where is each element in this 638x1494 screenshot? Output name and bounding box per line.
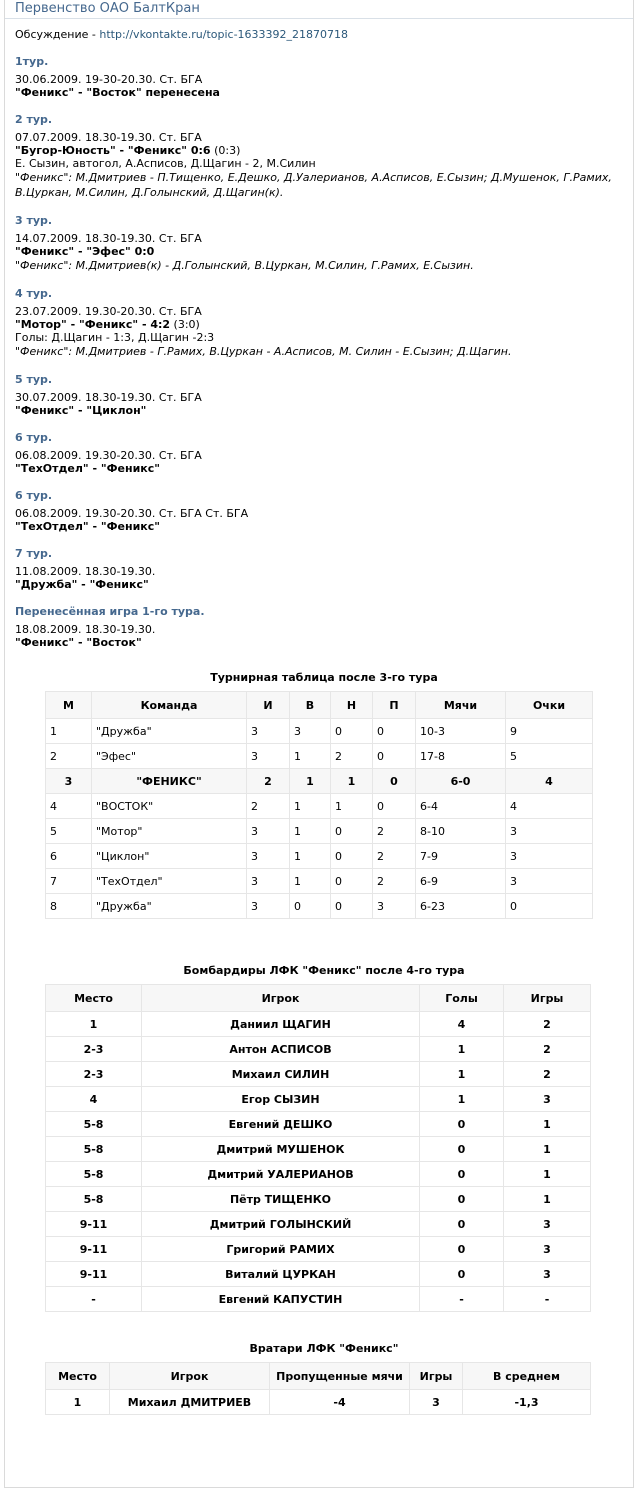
- round-info: 23.07.2009. 19.30-20.30. Ст. БГА: [15, 305, 202, 318]
- table-cell: 9-11: [46, 1212, 142, 1237]
- table-cell: 3: [290, 719, 331, 744]
- page-title: Первенство ОАО БалтКран: [15, 1, 200, 16]
- table-cell: 2: [247, 769, 290, 794]
- table-cell: 2: [373, 819, 416, 844]
- table-row: [46, 869, 593, 894]
- column-header: Пропущенные мячи: [270, 1363, 410, 1390]
- table-cell: Виталий ЦУРКАН: [142, 1262, 420, 1287]
- table-cell: 1: [420, 1087, 504, 1112]
- table-cell: Михаил СИЛИН: [142, 1062, 420, 1087]
- table-cell: 1: [420, 1062, 504, 1087]
- table-cell: 3: [373, 894, 416, 919]
- table-cell: 8-10: [416, 819, 506, 844]
- title-bar: [5, 0, 633, 19]
- column-header: Место: [46, 985, 142, 1012]
- table-cell: 9: [506, 719, 593, 744]
- round-block: [15, 605, 633, 649]
- table-cell: 0: [506, 894, 593, 919]
- round-info: 30.06.2009. 19-30-20.30. Ст. БГА: [15, 73, 203, 86]
- round-match: "ТехОтдел" - "Феникс": [15, 462, 160, 475]
- table-cell: 3: [504, 1237, 591, 1262]
- column-header: Очки: [506, 692, 593, 719]
- table-cell: Михаил ДМИТРИЕВ: [110, 1390, 270, 1415]
- table-row: [46, 719, 593, 744]
- column-header: Команда: [92, 692, 247, 719]
- discussion-label: Обсуждение -: [15, 28, 100, 41]
- half-time-score: (3:0): [170, 318, 200, 331]
- table-cell: -1,3: [463, 1390, 591, 1415]
- round-block: [15, 287, 633, 359]
- table-cell: 5: [506, 744, 593, 769]
- round-match: "ТехОтдел" - "Феникс": [15, 520, 160, 533]
- round-match: [15, 318, 633, 331]
- table-cell: 1: [290, 869, 331, 894]
- table-cell: 1: [290, 744, 331, 769]
- table-cell: 3: [504, 1087, 591, 1112]
- table-cell: 0: [331, 719, 373, 744]
- table-cell: 2: [331, 744, 373, 769]
- column-header: Мячи: [416, 692, 506, 719]
- table-cell: -: [46, 1287, 142, 1312]
- table-row: [46, 819, 593, 844]
- table-cell: "ФЕНИКС": [92, 769, 247, 794]
- table-cell: 2: [504, 1012, 591, 1037]
- round-title: 5 тур.: [15, 373, 53, 386]
- table-cell: 0: [420, 1237, 504, 1262]
- half-time-score: (0:3): [210, 144, 241, 157]
- table-row: [46, 1137, 591, 1162]
- table-cell: "Дружба": [92, 719, 247, 744]
- table-cell: 6-23: [416, 894, 506, 919]
- round-info: 30.07.2009. 18.30-19.30. Ст. БГА: [15, 391, 202, 404]
- table-cell: 1: [504, 1112, 591, 1137]
- table-cell: 5-8: [46, 1137, 142, 1162]
- table-cell: 2-3: [46, 1037, 142, 1062]
- column-header: Игры: [504, 985, 591, 1012]
- table-cell: "Эфес": [92, 744, 247, 769]
- round-block: [15, 489, 633, 533]
- table-cell: 3: [506, 844, 593, 869]
- table-cell: 1: [331, 769, 373, 794]
- page-container: [4, 0, 634, 1488]
- table-row: [46, 1062, 591, 1087]
- table-cell: 2: [46, 744, 92, 769]
- table-cell: Антон АСПИСОВ: [142, 1037, 420, 1062]
- round-match: [15, 144, 633, 157]
- table-cell: 1: [290, 769, 331, 794]
- round-title: Перенесённая игра 1-го тура.: [15, 605, 205, 618]
- table-cell: 0: [420, 1112, 504, 1137]
- keepers-header-row: [46, 1363, 591, 1390]
- table-cell: 0: [373, 719, 416, 744]
- table-cell: 7: [46, 869, 92, 894]
- table-cell: 3: [247, 869, 290, 894]
- table-row: [46, 1112, 591, 1137]
- standings-table: [45, 691, 593, 919]
- round-info: 11.08.2009. 18.30-19.30.: [15, 565, 156, 578]
- round-block: [15, 55, 633, 99]
- table-cell: Дмитрий ГОЛЫНСКИЙ: [142, 1212, 420, 1237]
- table-cell: 3: [46, 769, 92, 794]
- round-info: 18.08.2009. 18.30-19.30.: [15, 623, 156, 636]
- table-cell: 8: [46, 894, 92, 919]
- round-match: "Феникс" - "Восток": [15, 636, 142, 649]
- table-cell: Дмитрий УАЛЕРИАНОВ: [142, 1162, 420, 1187]
- table-cell: "Циклон": [92, 844, 247, 869]
- round-info: 06.08.2009. 19.30-20.30. Ст. БГА Ст. БГА: [15, 507, 249, 520]
- table-cell: 0: [420, 1212, 504, 1237]
- table-row: [46, 1212, 591, 1237]
- table-cell: Григорий РАМИХ: [142, 1237, 420, 1262]
- table-cell: "Мотор": [92, 819, 247, 844]
- round-title: 6 тур.: [15, 489, 53, 502]
- table-cell: 1: [46, 719, 92, 744]
- round-title: 7 тур.: [15, 547, 53, 560]
- table-row: [46, 1237, 591, 1262]
- table-cell: 7-9: [416, 844, 506, 869]
- standings-caption: Турнирная таблица после 3-го тура: [210, 671, 438, 684]
- rounds-list: [15, 55, 633, 649]
- table-cell: 6: [46, 844, 92, 869]
- round-title: 4 тур.: [15, 287, 53, 300]
- discussion-link[interactable]: http://vkontakte.ru/topic-1633392_21870718: [99, 28, 349, 41]
- table-row: [46, 1087, 591, 1112]
- table-cell: 1: [290, 844, 331, 869]
- round-block: [15, 113, 633, 200]
- round-match: "Дружба" - "Феникс": [15, 578, 149, 591]
- table-row: [46, 1390, 591, 1415]
- table-cell: Даниил ЩАГИН: [142, 1012, 420, 1037]
- scorers-caption: Бомбардиры ЛФК "Феникс" после 4-го тура: [183, 964, 465, 977]
- table-row: [46, 1287, 591, 1312]
- table-cell: 3: [247, 744, 290, 769]
- discussion-line: [15, 28, 633, 41]
- table-cell: -: [504, 1287, 591, 1312]
- column-header: В: [290, 692, 331, 719]
- table-cell: -4: [270, 1390, 410, 1415]
- table-cell: "ВОСТОК": [92, 794, 247, 819]
- table-cell: Дмитрий МУШЕНОК: [142, 1137, 420, 1162]
- table-cell: 0: [420, 1262, 504, 1287]
- table-cell: 0: [373, 744, 416, 769]
- table-cell: Евгений КАПУСТИН: [142, 1287, 420, 1312]
- scorers-table: [45, 984, 591, 1312]
- table-cell: 5-8: [46, 1112, 142, 1137]
- round-lineup: "Феникс": М.Дмитриев - П.Тищенко, Е.Дешко, Д.Уалерианов, А.Асписов, Е.Сызин; Д.Мушенок, Г.Рамих, В.Цуркан, М.Силин, Д.Голынский, Д.Щагин(к).: [15, 171, 612, 199]
- table-cell: Пётр ТИЩЕНКО: [142, 1187, 420, 1212]
- column-header: И: [247, 692, 290, 719]
- table-cell: 9-11: [46, 1237, 142, 1262]
- table-cell: 5: [46, 819, 92, 844]
- table-cell: 1: [290, 794, 331, 819]
- round-title: 3 тур.: [15, 214, 53, 227]
- table-cell: 0: [290, 894, 331, 919]
- table-cell: 3: [504, 1212, 591, 1237]
- table-cell: 3: [506, 819, 593, 844]
- table-row: [46, 844, 593, 869]
- round-title: 2 тур.: [15, 113, 53, 126]
- table-row: [46, 794, 593, 819]
- table-cell: 2-3: [46, 1062, 142, 1087]
- column-header: Игрок: [110, 1363, 270, 1390]
- table-row: [46, 894, 593, 919]
- table-cell: 2: [504, 1037, 591, 1062]
- standings-header-row: [46, 692, 593, 719]
- round-block: [15, 214, 633, 273]
- table-cell: 1: [331, 794, 373, 819]
- table-row: [46, 1162, 591, 1187]
- table-cell: 1: [46, 1390, 110, 1415]
- table-cell: 6-4: [416, 794, 506, 819]
- table-cell: 4: [506, 794, 593, 819]
- keepers-table: [45, 1362, 591, 1415]
- column-header: П: [373, 692, 416, 719]
- round-match: "Феникс" - "Циклон": [15, 404, 147, 417]
- match-teams: "Мотор" - "Феникс" - 4:2: [15, 318, 171, 331]
- table-cell: 3: [247, 719, 290, 744]
- table-cell: 0: [420, 1187, 504, 1212]
- table-cell: 1: [290, 819, 331, 844]
- table-cell: 5-8: [46, 1162, 142, 1187]
- table-cell: 3: [410, 1390, 463, 1415]
- table-cell: 0: [373, 794, 416, 819]
- table-cell: 3: [247, 844, 290, 869]
- round-lineup: "Феникс": М.Дмитриев(к) - Д.Голынский, В.Цуркан, М.Силин, Г.Рамих, Е.Сызин.: [15, 259, 474, 272]
- table-cell: 5-8: [46, 1187, 142, 1212]
- table-cell: 10-3: [416, 719, 506, 744]
- table-row: [46, 1037, 591, 1062]
- round-goals: Е. Сызин, автогол, А.Асписов, Д.Щагин - 2, М.Силин: [15, 157, 316, 170]
- table-cell: 3: [247, 894, 290, 919]
- round-block: [15, 431, 633, 475]
- table-cell: 9-11: [46, 1262, 142, 1287]
- table-cell: 2: [247, 794, 290, 819]
- table-cell: 0: [373, 769, 416, 794]
- table-cell: 4: [46, 794, 92, 819]
- table-cell: "ТехОтдел": [92, 869, 247, 894]
- table-cell: 2: [373, 844, 416, 869]
- table-cell: 0: [331, 894, 373, 919]
- table-row: [46, 744, 593, 769]
- scorers-header-row: [46, 985, 591, 1012]
- round-match: "Феникс" - "Восток" перенесена: [15, 86, 220, 99]
- table-cell: Евгений ДЕШКО: [142, 1112, 420, 1137]
- content: [5, 19, 633, 1415]
- table-cell: "Дружба": [92, 894, 247, 919]
- column-header: Н: [331, 692, 373, 719]
- column-header: Голы: [420, 985, 504, 1012]
- table-row: [46, 1187, 591, 1212]
- table-row: [46, 769, 593, 794]
- table-cell: 0: [331, 844, 373, 869]
- table-cell: 1: [46, 1012, 142, 1037]
- round-info: 07.07.2009. 18.30-19.30. Ст. БГА: [15, 131, 202, 144]
- round-info: 06.08.2009. 19.30-20.30. Ст. БГА: [15, 449, 202, 462]
- match-teams: "Бугор-Юность" - "Феникс" 0:6: [15, 144, 211, 157]
- table-row: [46, 1262, 591, 1287]
- round-block: [15, 547, 633, 591]
- round-goals: Голы: Д.Щагин - 1:3, Д.Щагин -2:3: [15, 331, 215, 344]
- keepers-caption: Вратари ЛФК "Феникс": [249, 1342, 399, 1355]
- round-title: 6 тур.: [15, 431, 53, 444]
- round-lineup: "Феникс": М.Дмитриев - Г.Рамих, В.Цуркан - А.Асписов, М. Силин - Е.Сызин; Д.Щагин.: [15, 345, 512, 358]
- column-header: Игры: [410, 1363, 463, 1390]
- table-cell: 0: [420, 1162, 504, 1187]
- round-title: 1тур.: [15, 55, 49, 68]
- table-cell: 4: [506, 769, 593, 794]
- table-cell: 3: [247, 819, 290, 844]
- table-cell: 1: [504, 1162, 591, 1187]
- table-cell: 2: [504, 1062, 591, 1087]
- table-cell: 4: [420, 1012, 504, 1037]
- column-header: Игрок: [142, 985, 420, 1012]
- column-header: М: [46, 692, 92, 719]
- table-cell: 0: [331, 819, 373, 844]
- table-cell: 1: [504, 1187, 591, 1212]
- table-cell: 0: [331, 869, 373, 894]
- column-header: В среднем: [463, 1363, 591, 1390]
- table-cell: Егор СЫЗИН: [142, 1087, 420, 1112]
- round-block: [15, 373, 633, 417]
- table-cell: 0: [420, 1137, 504, 1162]
- table-row: [46, 1012, 591, 1037]
- round-match: "Феникс" - "Эфес" 0:0: [15, 245, 155, 258]
- table-cell: 1: [504, 1137, 591, 1162]
- table-cell: 17-8: [416, 744, 506, 769]
- table-cell: 4: [46, 1087, 142, 1112]
- table-cell: 2: [373, 869, 416, 894]
- table-cell: 1: [420, 1037, 504, 1062]
- table-cell: 6-9: [416, 869, 506, 894]
- column-header: Место: [46, 1363, 110, 1390]
- table-cell: 3: [506, 869, 593, 894]
- table-cell: -: [420, 1287, 504, 1312]
- round-info: 14.07.2009. 18.30-19.30. Ст. БГА: [15, 232, 202, 245]
- table-cell: 6-0: [416, 769, 506, 794]
- table-cell: 3: [504, 1262, 591, 1287]
